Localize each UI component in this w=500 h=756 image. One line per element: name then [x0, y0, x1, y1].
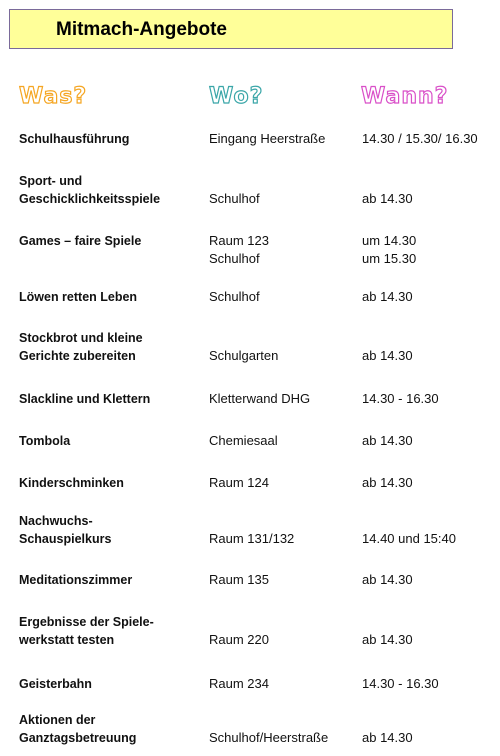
- activity-name: Tombola: [19, 434, 71, 448]
- title-box: [9, 9, 453, 49]
- activity-location: Schulgarten: [209, 348, 279, 363]
- activity-name: Geisterbahn: [19, 677, 92, 691]
- activity-name: Kinderschminken: [19, 476, 124, 490]
- activity-location: Chemiesaal: [209, 433, 278, 448]
- activity-name: Sport- und: [19, 174, 83, 188]
- activity-location: Eingang Heerstraße: [209, 131, 326, 146]
- activity-time: 14.30 / 15.30/ 16.30: [362, 131, 478, 146]
- header-wann: [361, 84, 448, 109]
- activity-time: ab 14.30: [362, 348, 413, 363]
- activity-name: Meditationszimmer: [19, 573, 133, 587]
- activity-time: ab 14.30: [362, 289, 413, 304]
- activity-name: Gerichte zubereiten: [19, 349, 136, 363]
- activity-name: Nachwuchs-: [19, 514, 93, 528]
- activity-location: Raum 220: [209, 632, 269, 647]
- activity-name: Geschicklichkeitsspiele: [19, 192, 161, 206]
- activity-name: Ganztagsbetreuung: [19, 731, 137, 745]
- activity-time: ab 14.30: [362, 572, 413, 587]
- header-wo: [209, 84, 263, 109]
- activity-time: 14.40 und 15:40: [362, 531, 456, 546]
- activity-time: um 14.30: [362, 233, 417, 248]
- activity-time: um 15.30: [362, 251, 417, 266]
- activity-location: Kletterwand DHG: [209, 391, 311, 406]
- activity-time: ab 14.30: [362, 433, 413, 448]
- activity-name: Aktionen der: [19, 713, 96, 727]
- activity-time: ab 14.30: [362, 475, 413, 490]
- activity-time: 14.30 - 16.30: [362, 391, 439, 406]
- activity-location: Schulhof/Heerstraße: [209, 730, 329, 745]
- activity-name: Games – faire Spiele: [19, 234, 142, 248]
- activity-time: 14.30 - 16.30: [362, 676, 439, 691]
- activity-time: ab 14.30: [362, 730, 413, 745]
- activity-location: Raum 123: [209, 233, 269, 248]
- activity-time: ab 14.30: [362, 191, 413, 206]
- activity-time: ab 14.30: [362, 632, 413, 647]
- activity-name: Löwen retten Leben: [19, 290, 138, 304]
- activity-location: Schulhof: [209, 289, 260, 304]
- activity-location: Raum 135: [209, 572, 269, 587]
- activity-name: Ergebnisse der Spiele-: [19, 615, 154, 629]
- activity-location: Schulhof: [209, 251, 260, 266]
- activity-name: Stockbrot und kleine: [19, 331, 143, 345]
- activity-location: Raum 124: [209, 475, 269, 490]
- activity-location: Raum 131/132: [209, 531, 295, 546]
- header-text: Wo?: [209, 84, 264, 109]
- header-text: Was?: [19, 84, 88, 109]
- activity-location: Schulhof: [209, 191, 260, 206]
- activity-name: Schulhausführung: [19, 132, 130, 146]
- page-title: Mitmach-Angebote: [56, 19, 227, 40]
- header-was: [19, 84, 87, 109]
- activity-name: Slackline und Klettern: [19, 392, 151, 406]
- activity-name: Schauspielkurs: [19, 532, 112, 546]
- activity-location: Raum 234: [209, 676, 269, 691]
- header-text: Wann?: [361, 84, 449, 109]
- activity-name: werkstatt testen: [19, 633, 115, 647]
